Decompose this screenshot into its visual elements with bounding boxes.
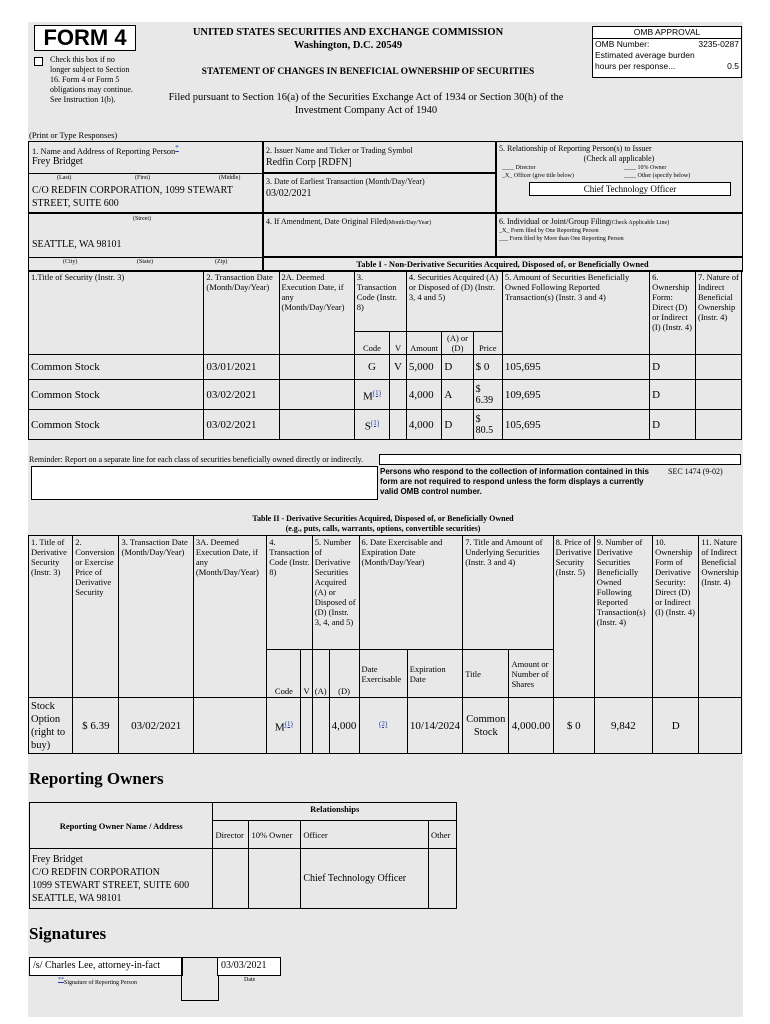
t2-h8: 8. Price of Derivative Security (Instr. 5) xyxy=(553,536,594,698)
t2-sub-amount: Amount or Number of Shares xyxy=(509,650,553,698)
t1-date: 03/01/2021 xyxy=(204,355,279,380)
table-row xyxy=(29,380,742,410)
ro-col-director: Director xyxy=(213,821,249,849)
signature-footnote-link[interactable]: ** xyxy=(58,977,64,983)
t1-title: Common Stock xyxy=(29,380,204,410)
date-label: Date xyxy=(244,977,256,983)
agency-location: Washington, D.C. 20549 xyxy=(293,40,403,51)
t1-date: 03/02/2021 xyxy=(204,410,279,440)
table1-non-derivative xyxy=(28,270,742,440)
t2-exercisable-footnote-link[interactable]: (2) xyxy=(379,719,388,728)
t1-title: Common Stock xyxy=(29,410,204,440)
t1-price: 0 xyxy=(483,361,490,373)
t2-sub-expiration: Expiration Date xyxy=(407,650,462,698)
omb-hours-label: hours per response... xyxy=(595,61,676,71)
t2-h11: 11. Nature of Indirect Beneficial Ownership (Instr. 4) xyxy=(699,536,742,698)
t2-sub-title: Title xyxy=(463,650,509,698)
t2-h7: 7. Title and Amount of Underlying Securities (Instr. 3 and 4) xyxy=(463,536,553,650)
box6-sub: (Check Applicable Line) xyxy=(609,220,670,226)
agency-header xyxy=(178,26,518,52)
t1-price-symbol: $ xyxy=(475,383,481,395)
t1-price: 80.5 xyxy=(475,424,494,436)
table-row xyxy=(29,355,742,380)
t1-aord: A xyxy=(442,380,473,410)
table2-subtitle: (e.g., puts, calls, warrants, options, convertible securities) xyxy=(285,524,481,533)
director-checkbox-label: Director xyxy=(515,165,536,171)
more-persons-label: Form filed by More than One Reporting Person xyxy=(509,236,624,242)
t2-sub-exercisable: Date Exercisable xyxy=(359,650,407,698)
t1-h4: 4. Securities Acquired (A) or Disposed of (D) (Instr. 3, 4 and 5) xyxy=(406,271,502,332)
box1-street-city xyxy=(28,212,264,272)
filed-pursuant: Filed pursuant to Section 16(a) of the Securities Exchange Act of 1934 or Section 30(h) of the Investment Company Act of 1940 xyxy=(168,92,564,116)
t2-footnote-link[interactable]: (1) xyxy=(284,719,293,728)
t1-v xyxy=(390,380,407,410)
signature-date-box xyxy=(217,957,281,976)
one-person-label: Form filed by One Reporting Person xyxy=(510,228,599,234)
t2-underlying-title: Common Stock xyxy=(463,698,509,754)
owner-name: Frey Bridget xyxy=(32,853,83,865)
t1-deemed xyxy=(279,355,354,380)
t2-d: 4,000 xyxy=(329,698,359,754)
box3-label: 3. Date of Earliest Transaction (Month/Day/Year) xyxy=(266,177,425,186)
t2-h6: 6. Date Exercisable and Expiration Date (Month/Day/Year) xyxy=(359,536,463,650)
box1-reporting-person xyxy=(28,141,264,214)
t1-code: S xyxy=(364,420,371,433)
t1-sub-amount: Amount xyxy=(406,332,441,355)
t2-h2: 2. Conversion or Exercise Price of Derivative Security xyxy=(73,536,119,698)
t2-deemed xyxy=(193,698,266,754)
omb-burden-label: Estimated average burden xyxy=(595,50,695,60)
notice-top-bar xyxy=(379,454,741,465)
ro-other-value xyxy=(428,849,456,909)
sec-code: SEC 1474 (9-02) xyxy=(668,467,723,476)
owner-address-line: 1099 STEWART STREET, SUITE 600 xyxy=(32,879,190,891)
t2-owned: 9,842 xyxy=(594,698,652,754)
t2-sub-d: (D) xyxy=(329,650,359,698)
t1-footnote-link[interactable]: (1) xyxy=(372,388,381,397)
t2-h3a: 3A. Deemed Execution Date, if any (Month/Day/Year) xyxy=(193,536,266,698)
t1-price-symbol: $ xyxy=(475,361,482,373)
issuer-name: Redfin Corp [RDFN] xyxy=(266,157,352,168)
t2-sub-a: (A) xyxy=(312,650,329,698)
t1-date: 03/02/2021 xyxy=(204,380,279,410)
middle-label: (Middle) xyxy=(219,175,241,181)
zip-label: (Zip) xyxy=(215,259,228,265)
officer-title: Chief Technology Officer xyxy=(529,182,731,196)
box1-label: 1. Name and Address of Reporting Person xyxy=(32,145,176,156)
box4-sub: (Month/Day/Year) xyxy=(386,220,432,226)
box2-issuer xyxy=(262,141,497,174)
box6-label: 6. Individual or Joint/Group Filing xyxy=(499,217,610,226)
owner-address-line: C/O REDFIN CORPORATION xyxy=(32,866,160,878)
t1-sub-price: Price xyxy=(473,332,502,355)
ro-ten-value xyxy=(249,849,301,909)
t2-h9: 9. Number of Derivative Securities Beneficially Owned Following Reported Transaction(s) (Instr. 4) xyxy=(594,536,652,698)
ro-officer-title: Chief Technology Officer xyxy=(301,849,429,909)
box3-earliest-date xyxy=(262,172,497,214)
t1-h6: 6. Ownership Form: Direct (D) or Indirect (I) (Instr. 4) xyxy=(650,271,696,355)
t2-h5: 5. Number of Derivative Securities Acquired (A) or Disposed of (D) (Instr. 3, 4, and 5) xyxy=(312,536,359,650)
t1-aord: D xyxy=(442,355,473,380)
t1-sub-aord: (A) or (D) xyxy=(442,332,473,355)
t1-h2a: 2A. Deemed Execution Date, if any (Month/Day/Year) xyxy=(279,271,354,355)
print-type-note: (Print or Type Responses) xyxy=(29,130,118,140)
city-state-zip: SEATTLE, WA 98101 xyxy=(32,239,122,250)
t1-amount: 5,000 xyxy=(406,355,441,380)
form-title: FORM 4 xyxy=(43,25,127,50)
t1-price-symbol: $ xyxy=(475,413,481,425)
t2-title: Stock Option (right to buy) xyxy=(29,698,73,754)
signatures-heading: Signatures xyxy=(29,924,107,943)
agency-name: UNITED STATES SECURITIES AND EXCHANGE COMMISSION xyxy=(192,27,504,38)
no-longer-subject-checkbox[interactable] xyxy=(34,57,43,66)
t2-v xyxy=(301,698,312,754)
ro-col-other: Other xyxy=(428,821,456,849)
t2-underlying-amount: 4,000.00 xyxy=(509,698,553,754)
t1-sub-code: Code xyxy=(354,332,389,355)
omb-approval-box xyxy=(592,26,742,78)
officer-checkbox-label: Officer (give title below) xyxy=(513,173,574,179)
t2-h4: 4. Transaction Code (Instr. 8) xyxy=(267,536,312,650)
t1-form: D xyxy=(650,355,696,380)
officer-mark[interactable]: X xyxy=(505,173,510,179)
one-person-mark[interactable]: X xyxy=(502,228,507,234)
box1-footnote-link[interactable]: * xyxy=(175,144,179,152)
t2-a xyxy=(312,698,329,754)
t1-form: D xyxy=(650,410,696,440)
form4-page xyxy=(28,22,743,1017)
omb-hours: 0.5 xyxy=(727,61,739,71)
t1-h1: 1.Title of Security (Instr. 3) xyxy=(29,271,204,355)
street-label: (Street) xyxy=(133,216,151,222)
table-row xyxy=(30,849,457,909)
checkbox-text: Check this box if no longer subject to Section 16. Form 4 or Form 5 obligations may continue. See Instruction 1(b). xyxy=(50,55,133,104)
t2-deriv-price: $ 0 xyxy=(553,698,594,754)
statement-title: STATEMENT OF CHANGES IN BENEFICIAL OWNERSHIP OF SECURITIES xyxy=(201,67,535,77)
ro-col-name: Reporting Owner Name / Address xyxy=(30,803,213,849)
t2-price: $ 6.39 xyxy=(73,698,119,754)
signature-box xyxy=(29,957,183,976)
t1-h2: 2. Transaction Date (Month/Day/Year) xyxy=(204,271,279,355)
t1-footnote-link[interactable]: (1) xyxy=(370,418,380,427)
form-title-box xyxy=(34,25,136,51)
table2-title-block xyxy=(178,514,588,534)
owner-address-line: SEATTLE, WA 98101 xyxy=(32,892,122,904)
t2-nature xyxy=(699,698,742,754)
table-row xyxy=(29,410,742,440)
check-all-applicable: (Check all applicable) xyxy=(583,154,655,163)
t2-h1: 1. Title of Derivative Security (Instr. 3) xyxy=(29,536,73,698)
last-label: (Last) xyxy=(57,175,72,181)
t1-form: D xyxy=(650,380,696,410)
t1-h3: 3. Transaction Code (Instr. 8) xyxy=(354,271,406,332)
ro-director-value xyxy=(213,849,249,909)
t1-deemed xyxy=(279,380,354,410)
omb-title: OMB APPROVAL xyxy=(593,27,741,39)
t2-expiration: 10/14/2024 xyxy=(407,698,462,754)
table-row xyxy=(29,698,742,754)
signature-label: Signature of Reporting Person xyxy=(64,980,137,986)
t2-h10: 10. Ownership Form of Derivative Security: Direct (D) or Indirect (I) (Instr. 4) xyxy=(653,536,699,698)
table1-title: Table I - Non-Derivative Securities Acquired, Disposed of, or Beneficially Owned xyxy=(356,259,649,269)
ro-col-ten: 10% Owner xyxy=(249,821,301,849)
reporting-person-address: C/O REDFIN CORPORATION, 1099 STEWART STREET, SUITE 600 xyxy=(32,185,233,209)
t2-h3: 3. Transaction Date (Month/Day/Year) xyxy=(119,536,193,698)
t1-nature xyxy=(695,355,741,380)
ten-pct-checkbox-label: 10% Owner xyxy=(637,165,667,171)
t1-code: G xyxy=(367,361,376,373)
other-checkbox-label: Other (specify below) xyxy=(637,173,691,179)
box4-label: 4. If Amendment, Date Original Filed xyxy=(266,217,387,226)
persons-notice: Persons who respond to the collection of information contained in this form are not required to respond unless the form displays a currently valid OMB control number. xyxy=(380,467,649,496)
t1-code: M xyxy=(362,390,373,403)
table2-title: Table II - Derivative Securities Acquired, Disposed of, or Beneficially Owned xyxy=(252,514,514,523)
t1-nature xyxy=(695,380,741,410)
t1-owned: 105,695 xyxy=(502,355,649,380)
earliest-date: 03/02/2021 xyxy=(266,188,312,199)
reporting-owners-table xyxy=(29,802,457,909)
t1-price: 6.39 xyxy=(475,394,494,406)
box6-filing: 6. Individual or Joint/Group Filing(Check Applicable Line) _X_ Form filed by One Reporting Person ___ Form filed by More than One Reporting Person xyxy=(495,212,743,258)
t1-title: Common Stock xyxy=(29,355,204,380)
t2-date: 03/02/2021 xyxy=(119,698,193,754)
t1-v xyxy=(390,410,407,440)
box5-label: 5. Relationship of Reporting Person(s) to Issuer xyxy=(499,144,652,153)
signature-date: 03/03/2021 xyxy=(221,960,267,971)
t2-sub-v: V xyxy=(301,650,312,698)
table2-derivative xyxy=(28,535,742,754)
omb-number-label: OMB Number: xyxy=(595,39,650,49)
t1-nature xyxy=(695,410,741,440)
ro-col-officer: Officer xyxy=(301,821,429,849)
reminder-blank-box xyxy=(31,466,378,500)
t1-owned: 109,695 xyxy=(502,380,649,410)
ro-relationships: Relationships xyxy=(213,803,457,821)
first-label: (First) xyxy=(135,175,150,181)
t1-owned: 105,695 xyxy=(502,410,649,440)
signature-spacer-box xyxy=(181,957,219,1001)
t2-form: D xyxy=(653,698,699,754)
t1-v: V xyxy=(390,355,407,380)
t1-h7: 7. Nature of Indirect Beneficial Ownership (Instr. 4) xyxy=(695,271,741,355)
city-label: (City) xyxy=(63,259,78,265)
t2-sub-code: Code xyxy=(267,650,301,698)
reminder-text: Reminder: Report on a separate line for each class of securities beneficially owned directly or indirectly. xyxy=(29,455,364,464)
t1-amount: 4,000 xyxy=(406,410,441,440)
box2-label: 2. Issuer Name and Ticker or Trading Symbol xyxy=(266,146,413,155)
t1-aord: D xyxy=(442,410,473,440)
t1-sub-v: V xyxy=(390,332,407,355)
box4-amendment xyxy=(262,212,497,258)
reporting-person-name: Frey Bridget xyxy=(32,156,83,167)
t1-amount: 4,000 xyxy=(406,380,441,410)
box5-relationship: 5. Relationship of Reporting Person(s) to Issuer (Check all applicable) ____ Director ____ 10% Owner _X_ Officer (give title below) ____ Other (specify below) Chief Technology Officer xyxy=(495,141,743,214)
t1-deemed xyxy=(279,410,354,440)
state-label: (State) xyxy=(137,259,153,265)
signature-value: /s/ Charles Lee, attorney-in-fact xyxy=(33,960,161,971)
omb-number: 3235-0287 xyxy=(698,39,739,49)
t2-code: M xyxy=(274,721,285,734)
reporting-owners-heading: Reporting Owners xyxy=(29,769,164,788)
t1-h5: 5. Amount of Securities Beneficially Owned Following Reported Transaction(s) (Instr. 3 and 4) xyxy=(502,271,649,355)
